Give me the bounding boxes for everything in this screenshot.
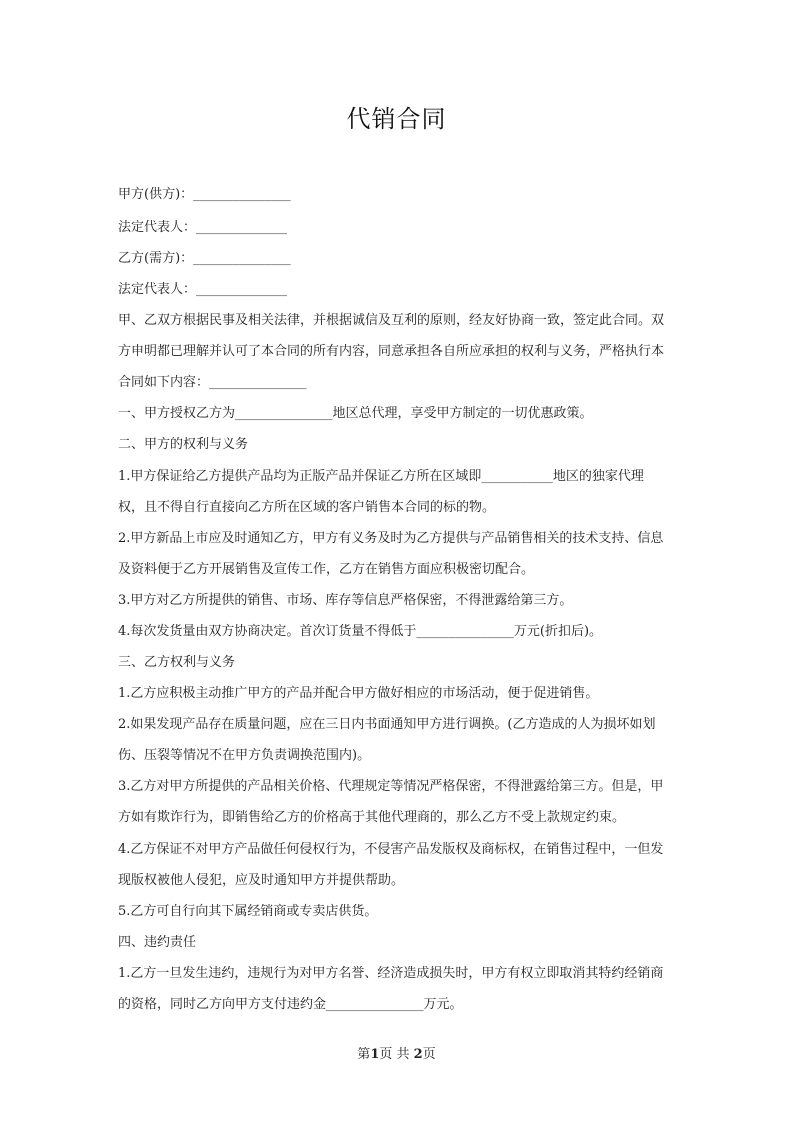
section-3-item-1: 1.乙方应积极主动推广甲方的产品并配合甲方做好相应的市场活动，便于促进销售。 <box>118 686 599 701</box>
footer-suffix: 页 <box>422 1047 436 1062</box>
footer-page-number: 1 <box>370 1047 380 1062</box>
section-2-item-1-line-2: 权，且不得自行直接向乙方所在区域的客户销售本合同的标的物。 <box>118 500 496 515</box>
clause-1: 一、甲方授权乙方为_______________地区总代理，享受甲方制定的一切优惠政策。 <box>118 406 593 421</box>
section-2-item-3: 3.甲方对乙方所提供的销售、市场、库存等信息严格保密，不得泄露给第三方。 <box>118 593 573 608</box>
party-a-line: 甲方(供方)：_______________ <box>118 187 291 202</box>
section-3-heading: 三、乙方权利与义务 <box>118 655 236 670</box>
section-3-item-4-line-2: 现版权被他人侵犯，应及时通知甲方并提供帮助。 <box>118 873 405 888</box>
section-2-heading: 二、甲方的权利与义务 <box>118 437 249 452</box>
footer-middle: 页 共 <box>379 1047 410 1062</box>
section-3-item-3-line-2: 方如有欺诈行为，即销售给乙方的价格高于其他代理商的，那么乙方不受上款规定约束。 <box>118 810 626 825</box>
party-b-line: 乙方(需方)：_______________ <box>118 251 291 266</box>
section-3-item-2-line-2: 伤、压裂等情况不在甲方负责调换范围内)。 <box>118 748 371 763</box>
section-3-item-5: 5.乙方可自行向其下属经销商或专卖店供货。 <box>118 904 378 919</box>
section-2-item-2-line-2: 及资料便于乙方开展销售及宣传工作，乙方在销售方面应积极密切配合。 <box>118 562 535 577</box>
section-2-item-4: 4.每次发货量由双方协商决定。首次订货量不得低于_______________万元(折扣后)。 <box>118 624 603 639</box>
section-2-item-1-line-1: 1.甲方保证给乙方提供产品均为正版产品并保证乙方所在区域即___________地区的独家代理 <box>118 469 644 484</box>
preamble-line-3: 合同如下内容：_______________ <box>118 375 307 390</box>
section-4-heading: 四、违约责任 <box>118 935 197 950</box>
preamble-line-1: 甲、乙双方根据民事及相关法律，并根据诚信及互利的原则，经友好协商一致，签定此合同。双 <box>118 313 665 328</box>
document-title: 代销合同 <box>346 105 447 133</box>
preamble-line-2: 方申明都已理解并认可了本合同的所有内容，同意承担各自所应承担的权利与义务，严格执行本 <box>118 344 665 359</box>
party-b-representative-line: 法定代表人：______________ <box>118 282 288 297</box>
section-4-item-1-line-1: 1.乙方一旦发生违约，违规行为对甲方名誉、经济造成损失时，甲方有权立即取消其特约经销商 <box>118 966 664 981</box>
section-3-item-3-line-1: 3.乙方对甲方所提供的产品相关价格、代理规定等情况严格保密，不得泄露给第三方。但是，甲 <box>118 779 664 794</box>
section-4-item-1-line-2: 的资格，同时乙方向甲方支付违约金_______________万元。 <box>118 997 463 1012</box>
section-3-item-4-line-1: 4.乙方保证不对甲方产品做任何侵权行为，不侵害产品发版权及商标权，在销售过程中，一但发 <box>118 842 664 857</box>
party-a-representative-line: 法定代表人：______________ <box>118 220 288 235</box>
footer-total-pages: 2 <box>413 1047 423 1062</box>
section-3-item-2-line-1: 2.如果发现产品存在质量问题，应在三日内书面通知甲方进行调换。(乙方造成的人为损坏如划 <box>118 717 656 732</box>
section-2-item-2-line-1: 2.甲方新品上市应及时通知乙方，甲方有义务及时为乙方提供与产品销售相关的技术支持、信息 <box>118 531 664 546</box>
footer-prefix: 第 <box>357 1047 371 1062</box>
page-footer <box>0 1043 793 1062</box>
